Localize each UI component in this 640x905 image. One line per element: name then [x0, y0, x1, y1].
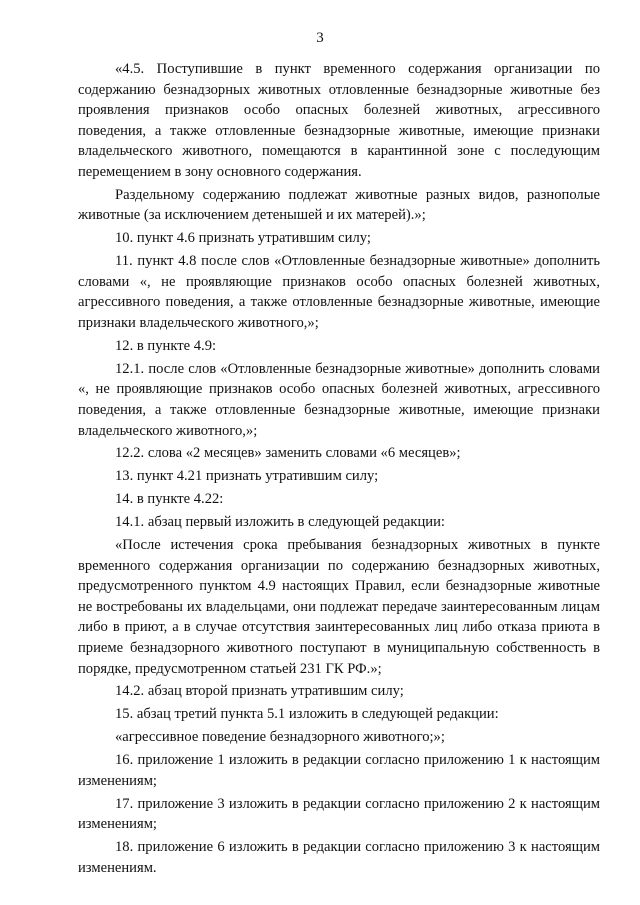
paragraph-item-12-1: 12.1. после слов «Отловленные безнадзорные животные» дополнить словами «, не проявляющие признаков особо опасных болезней животных, агрессивного поведения, а также отловленные безнадзорные животные, имеющие признаки владельческого животного,»;	[78, 360, 600, 439]
paragraph-item-10: 10. пункт 4.6 признать утратившим силу;	[115, 230, 371, 247]
paragraph-item-12-2: 12.2. слова «2 месяцев» заменить словами «6 месяцев»;	[115, 445, 461, 462]
paragraph-item-13: 13. пункт 4.21 признать утратившим силу;	[115, 468, 379, 485]
paragraph-item-11: 11. пункт 4.8 после слов «Отловленные безнадзорные животные» дополнить словами «, не проявляющие признаков особо опасных болезней животных, агрессивного поведения, а также отловленные безнадзорные животные, имеющие признаки владельческого животного,»;	[78, 253, 600, 332]
paragraph-separate-housing: Раздельному содержанию подлежат животные разных видов, разнополые животные (за исключением детенышей и их матерей).»;	[78, 186, 600, 224]
page-number: 3	[316, 30, 324, 46]
paragraph-quoted-new-text: «После истечения срока пребывания безнадзорных животных в пункте временного содержания организации по содержанию безнадзорных животных, предусмотренного пунктом 4.9 настоящих Правил, если безнадзорные животные не востребованы их владельцами, они подлежат передаче заинтересованным лицам либо в приют, а в случае отсутствия заинтересованных лиц либо отказа приюта в приеме безнадзорного животного поступают в муниципальную собственность в порядке, предусмотренном статьей 231 ГК РФ.»;	[78, 537, 600, 677]
paragraph-item-15: 15. абзац третий пункта 5.1 изложить в следующей редакции:	[115, 706, 499, 723]
paragraph-item-14-2: 14.2. абзац второй признать утратившим силу;	[115, 683, 404, 700]
paragraph-item-12: 12. в пункте 4.9:	[115, 337, 217, 354]
paragraph-item-17: 17. приложение 3 изложить в редакции согласно приложению 2 к настоящим изменениям;	[78, 795, 600, 833]
paragraph-item-14: 14. в пункте 4.22:	[115, 491, 224, 508]
paragraph-item-18: 18. приложение 6 изложить в редакции согласно приложению 3 к настоящим изменениям.	[78, 839, 600, 876]
paragraph-item-14-1: 14.1. абзац первый изложить в следующей редакции:	[115, 514, 445, 531]
paragraph-4-5: «4.5. Поступившие в пункт временного содержания организации по содержанию безнадзорных животных отловленные безнадзорные животные без проявления признаков особо опасных болезней животных, агрессивного поведения, а также отловленные безнадзорные животные, имеющие признаки владельческого животного, помещаются в карантинной зоне с последующим перемещением в зону основного содержания.	[78, 61, 600, 180]
document-body	[78, 59, 600, 881]
paragraph-item-16: 16. приложение 1 изложить в редакции согласно приложению 1 к настоящим изменениям;	[78, 752, 600, 789]
paragraph-aggressive-behavior: «агрессивное поведение безнадзорного животного;»;	[115, 729, 445, 746]
